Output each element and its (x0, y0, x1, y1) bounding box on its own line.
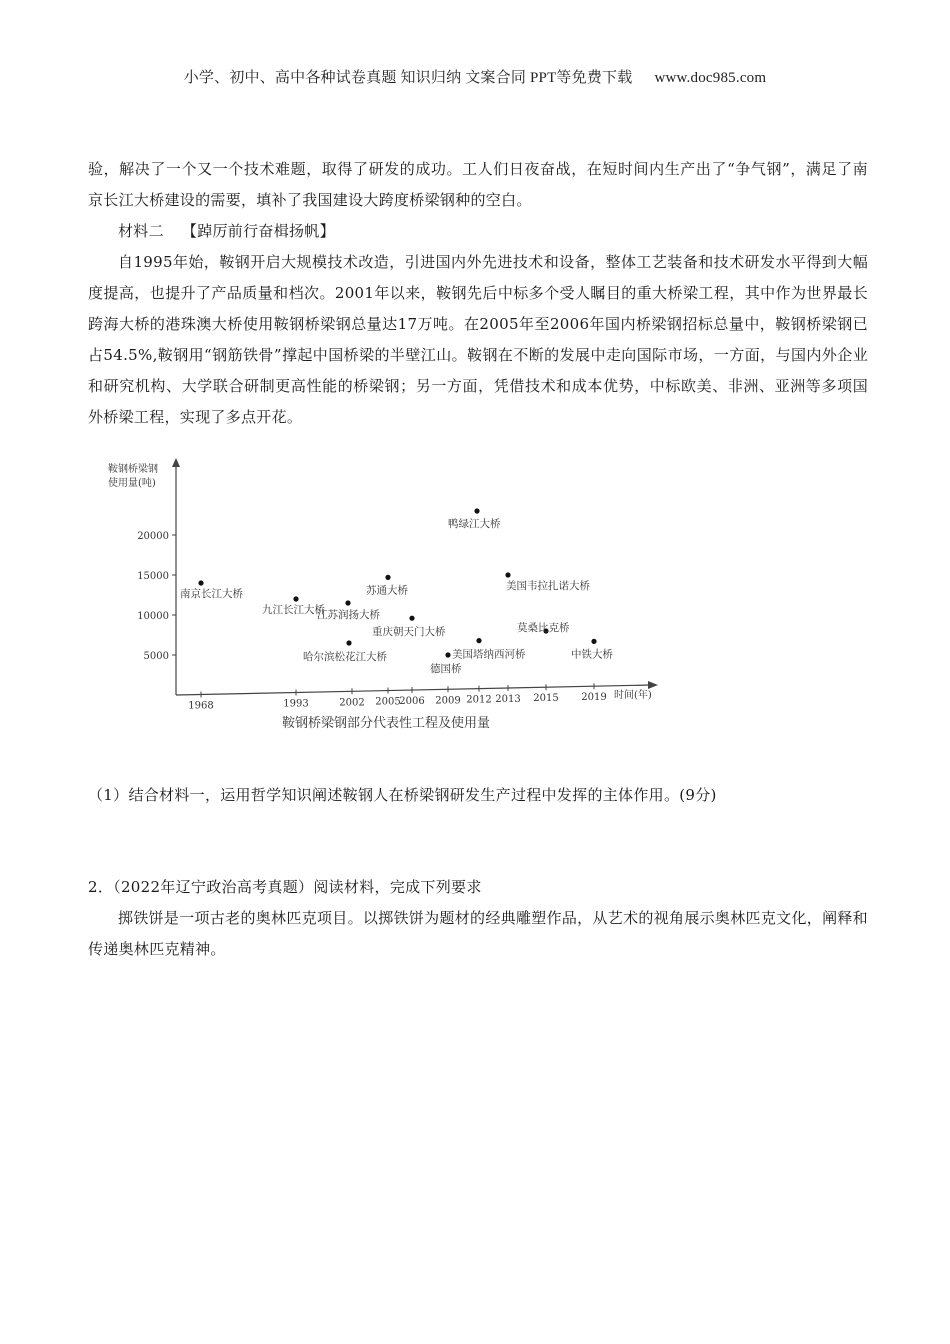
data-point (198, 580, 203, 585)
data-point-label: 鸭绿江大桥 (448, 518, 501, 530)
data-point (591, 639, 596, 644)
x-tick-label: 1993 (283, 698, 309, 710)
x-tick-label: 2005 (375, 696, 401, 708)
data-point-label: 美国塔纳西河桥 (452, 648, 526, 661)
x-axis-label: 时间(年) (614, 690, 652, 701)
data-point-label: 苏通大桥 (366, 584, 408, 597)
data-point (474, 508, 479, 513)
x-tick-label: 2002 (339, 697, 365, 709)
x-tick-label: 2013 (495, 694, 521, 706)
material2-label: 材料二 (118, 222, 164, 240)
chart-title: 鞍钢桥梁钢部分代表性工程及使用量 (281, 716, 491, 731)
y-tick-label: 10000 (137, 611, 169, 622)
material2-heading (118, 216, 898, 247)
data-point-label: 莫桑比克桥 (517, 622, 570, 634)
y-tick-label: 20000 (137, 531, 169, 542)
x-tick-label: 2012 (466, 694, 492, 706)
data-point-label: 重庆朝天门大桥 (372, 626, 446, 639)
material2-title: 【踔厉前行奋楫扬帆】 (181, 222, 335, 240)
page-header (0, 66, 950, 87)
question-2-heading: 2．（2022年辽宁政治高考真题）阅读材料，完成下列要求 (88, 878, 482, 896)
material2-paragraph: 自1995年始，鞍钢开启大规模技术改造，引进国内外先进技术和设备，整体工艺装备和技术研发水平得到大幅度提高，也提升了产品质量和档次。2001年以来，鞍钢先后中标多个受人瞩目的重大桥梁工程，其中作为世界最长跨海大桥的港珠澳大桥使用鞍钢桥梁钢总量达17万吨。在2005年至2006年国内桥梁钢招标总量中，鞍钢桥梁钢已占54.5%,鞍钢用“钢筋铁骨”撑起中国桥梁的半壁江山。鞍钢在不断的发展中走向国际市场，一方面，与国内外企业和研究机构、大学联合研制更高性能的桥梁钢；另一方面，凭借技术和成本优势，中标欧美、非洲、亚洲等多项国外桥梁工程，实现了多点开花。 (88, 253, 868, 426)
y-tick-label: 5000 (143, 651, 169, 662)
data-points (180, 508, 613, 675)
x-tick-label: 2019 (581, 692, 607, 704)
data-point-label: 中铁大桥 (571, 648, 613, 661)
data-point-label: 江苏润扬大桥 (317, 609, 380, 621)
x-tick-label: 2009 (435, 695, 461, 707)
data-point (505, 572, 510, 577)
data-point-label: 九江长江大桥 (262, 604, 325, 616)
data-point (445, 652, 450, 657)
x-axis-arrow (648, 681, 658, 689)
data-point (409, 616, 414, 621)
y-tick-label: 15000 (137, 571, 169, 582)
header-text: 小学、初中、高中各种试卷真题 知识归纳 文案合同 PPT等免费下载 (183, 70, 633, 86)
data-point-label: 南京长江大桥 (180, 588, 243, 600)
x-tick-label: 2006 (399, 696, 425, 708)
data-point (346, 640, 351, 645)
question-1: （1）结合材料一，运用哲学知识阐述鞍钢人在桥梁钢研发生产过程中发挥的主体作用。(9分) (88, 786, 717, 804)
x-tick-label: 2015 (533, 693, 559, 705)
header-site: www.doc985.com (654, 70, 767, 86)
y-axis-label-line1: 鞍钢桥梁钢 (108, 464, 158, 475)
data-point (385, 575, 390, 580)
y-axis-label-line2: 使用量(吨) (108, 478, 156, 489)
x-tick-label: 1968 (188, 700, 214, 712)
data-point-label: 德国桥 (430, 663, 462, 675)
bridge-steel-scatter-chart (106, 455, 666, 745)
material1-tail-paragraph: 验，解决了一个又一个技术难题，取得了研发的成功。工人们日夜奋战，在短时间内生产出了“争气钢”，满足了南京长江大桥建设的需要，填补了我国建设大跨度桥梁钢种的空白。 (88, 160, 868, 209)
y-axis-arrow (172, 458, 180, 467)
data-point (345, 600, 350, 605)
question-2-material: 掷铁饼是一项古老的奥林匹克项目。以掷铁饼为题材的经典雕塑作品，从艺术的视角展示奥林匹克文化，阐释和传递奥林匹克精神。 (88, 909, 868, 958)
data-point-label: 哈尔滨松花江大桥 (303, 651, 387, 663)
data-point (476, 638, 481, 643)
data-point-label: 美国韦拉扎诺大桥 (506, 580, 590, 592)
y-ticks (137, 531, 176, 662)
data-point (293, 596, 298, 601)
